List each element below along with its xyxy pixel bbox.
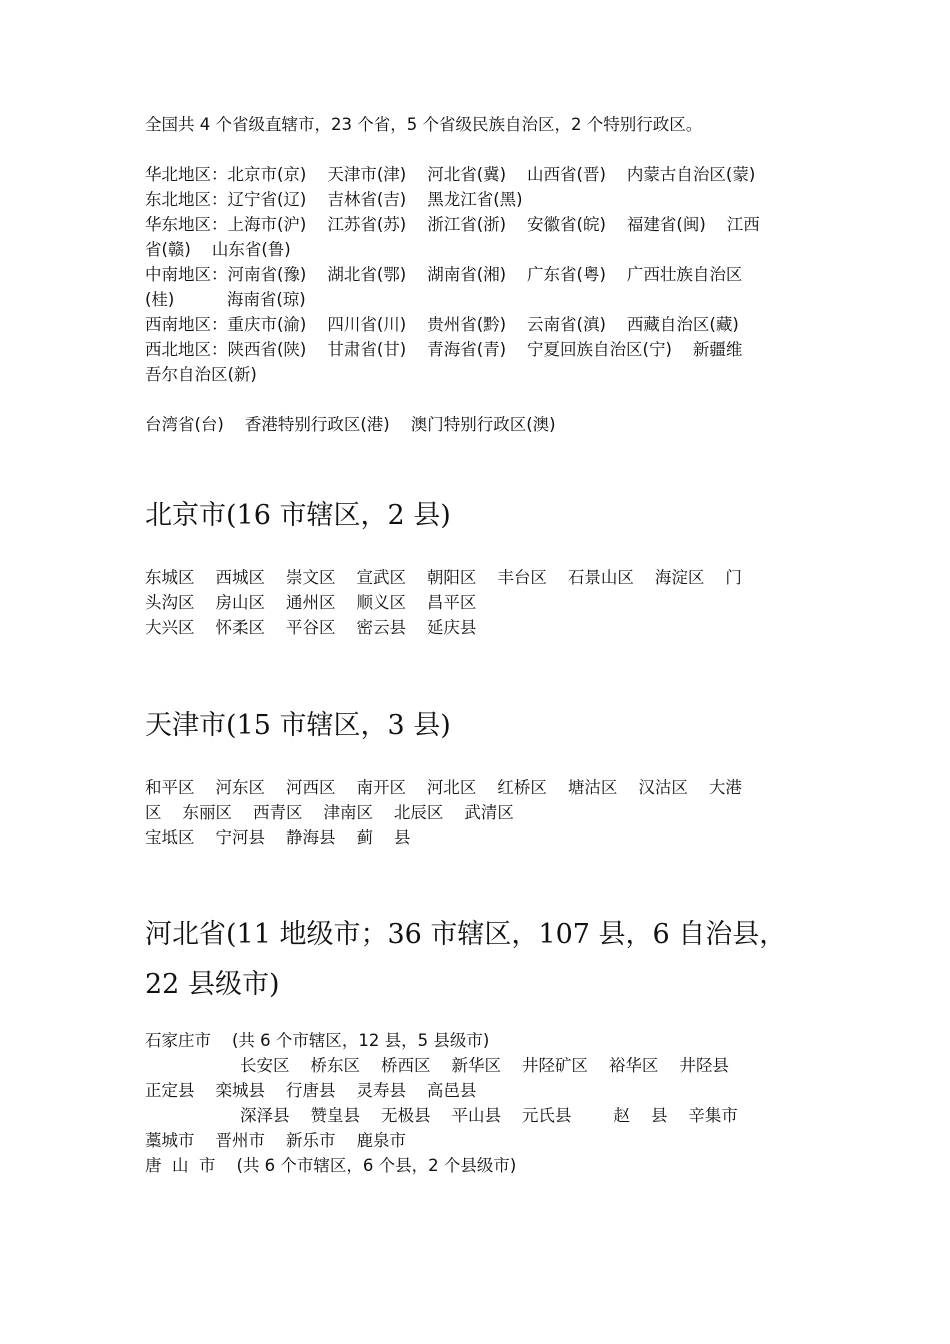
district-line: 宝坻区 宁河县 静海县 蓟 县: [145, 828, 411, 847]
district-line: 长安区 桥东区 桥西区 新华区 井陉矿区 裕华区 井陉县: [240, 1056, 729, 1075]
region-line: 省(赣) 山东省(鲁): [145, 240, 291, 259]
tianjin-heading: 天津市(15 市辖区，3 县): [145, 710, 451, 741]
region-line: 中南地区：河南省(豫) 湖北省(鄂) 湖南省(湘) 广东省(粤) 广西壮族自治区: [145, 265, 743, 284]
tangshan-title: 唐 山 市 (共 6 个市辖区，6 个县，2 个县级市): [145, 1156, 517, 1175]
district-line: 正定县 栾城县 行唐县 灵寿县 高邑县: [145, 1081, 477, 1100]
hebei-heading-line1: 河北省(11 地级市；36 市辖区，107 县，6 自治县，: [145, 919, 787, 950]
region-line: 西北地区：陕西省(陕) 甘肃省(甘) 青海省(青) 宁夏回族自治区(宁) 新疆维: [145, 340, 743, 359]
district-line: 大兴区 怀柔区 平谷区 密云县 延庆县: [145, 618, 477, 637]
region-line: 西南地区：重庆市(渝) 四川省(川) 贵州省(黔) 云南省(滇) 西藏自治区(藏): [145, 315, 739, 334]
document-page: [145, 112, 815, 1178]
district-line: 藁城市 晋州市 新乐市 鹿泉市: [145, 1131, 406, 1150]
region-line: 华东地区：上海市(沪) 江苏省(苏) 浙江省(浙) 安徽省(皖) 福建省(闽) 江西: [145, 215, 760, 234]
shijiazhuang-title: 石家庄市 (共 6 个市辖区，12 县，5 县级市): [145, 1031, 490, 1050]
district-line: 东城区 西城区 崇文区 宣武区 朝阳区 丰台区 石景山区 海淀区 门: [145, 568, 742, 587]
hebei-heading-line2: 22 县级市): [145, 969, 280, 1000]
special-regions-line: 台湾省(台) 香港特别行政区(港) 澳门特别行政区(澳): [145, 415, 556, 434]
district-line: 深泽县 赞皇县 无极县 平山县 元氏县 赵 县 辛集市: [240, 1106, 738, 1125]
intro-text: 全国共 4 个省级直辖市，23 个省，5 个省级民族自治区，2 个特别行政区。: [145, 115, 703, 134]
region-line: (桂) 海南省(琼): [145, 290, 306, 309]
district-line: 和平区 河东区 河西区 南开区 河北区 红桥区 塘沽区 汉沽区 大港: [145, 778, 742, 797]
region-line: 吾尔自治区(新): [145, 365, 257, 384]
district-line: 区 东丽区 西青区 津南区 北辰区 武清区: [145, 803, 514, 822]
district-line: 头沟区 房山区 通州区 顺义区 昌平区: [145, 593, 477, 612]
region-line: 华北地区：北京市(京) 天津市(津) 河北省(冀) 山西省(晋) 内蒙古自治区(蒙): [145, 165, 756, 184]
beijing-heading: 北京市(16 市辖区，2 县): [145, 500, 451, 531]
region-line: 东北地区：辽宁省(辽) 吉林省(吉) 黑龙江省(黑): [145, 190, 523, 209]
